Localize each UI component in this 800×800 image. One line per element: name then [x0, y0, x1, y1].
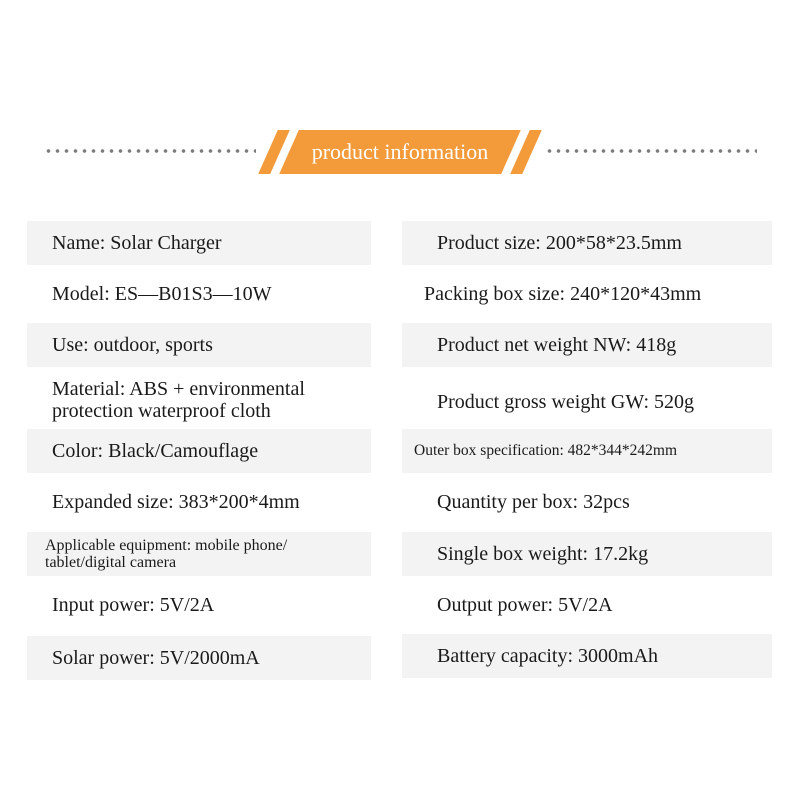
spec-output-power: Output power: 5V/2A — [437, 594, 613, 616]
spec-single-box-weight: Single box weight: 17.2kg — [402, 532, 772, 576]
section-header — [0, 120, 800, 180]
spec-quantity-per-box: Quantity per box: 32pcs — [437, 491, 630, 513]
spec-applicable-equipment: Applicable equipment: mobile phone/ tablet/digital camera — [27, 532, 371, 576]
spec-outer-box: Outer box specification: 482*344*242mm — [402, 429, 772, 473]
spec-product-size: Product size: 200*58*23.5mm — [402, 221, 772, 265]
dotted-line-right — [545, 148, 757, 154]
spec-name: Name: Solar Charger — [27, 221, 371, 265]
spec-packing-box-size: Packing box size: 240*120*43mm — [424, 283, 702, 305]
spec-model: Model: ES—B01S3—10W — [52, 283, 272, 305]
spec-gross-weight: Product gross weight GW: 520g — [437, 391, 695, 413]
spec-expanded-size: Expanded size: 383*200*4mm — [52, 491, 300, 513]
spec-solar-power: Solar power: 5V/2000mA — [27, 636, 371, 680]
spec-battery-capacity: Battery capacity: 3000mAh — [402, 634, 772, 678]
spec-use: Use: outdoor, sports — [27, 323, 371, 367]
dotted-line-left — [44, 148, 256, 154]
section-title: product information — [311, 139, 489, 164]
spec-color: Color: Black/Camouflage — [27, 429, 371, 473]
spec-material: Material: ABS + environmental protection waterproof cloth — [52, 378, 305, 422]
spec-net-weight: Product net weight NW: 418g — [402, 323, 772, 367]
spec-input-power: Input power: 5V/2A — [52, 594, 215, 616]
